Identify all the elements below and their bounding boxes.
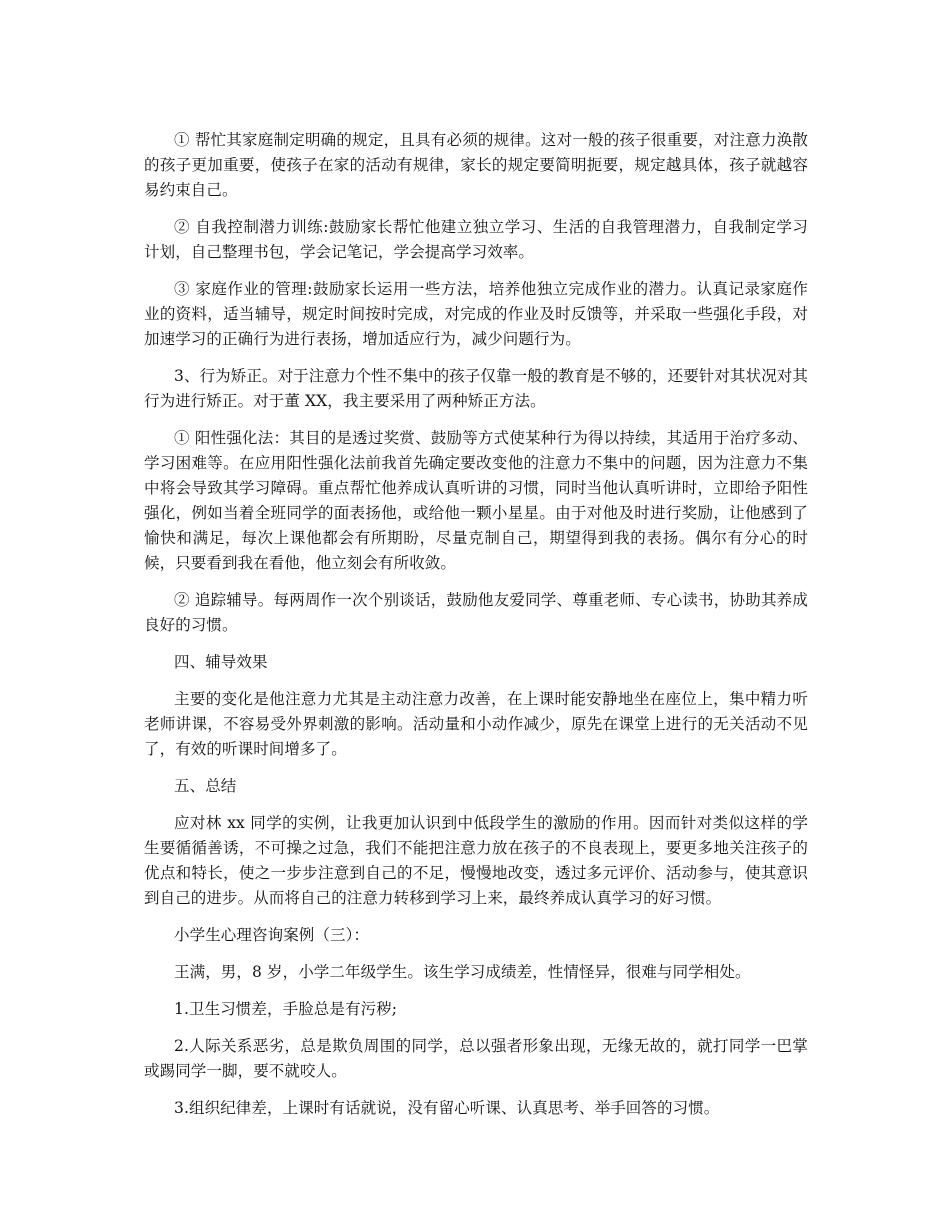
heading-counseling-results: 四、辅导效果 (174, 653, 268, 671)
list-item-discipline: 3.组织纪律差，上课时有话就说，没有留心听课、认真思考、举手回答的习惯。 (174, 1099, 720, 1117)
heading-case-three: 小学生心理咨询案例（三）： (174, 926, 370, 944)
paragraph-summary: 应对林 xx 同学的实例，让我更加认识到中低段学生的激励的作用。因而针对类似这样的学生要循循善诱，不可操之过急，我们不能把注意力放在孩子的不良表现上，要更多地关注孩子的优点和特长，使之一步步注意到自己的不足，慢慢地改变，透过多元评价、活动参与，使其意识到自己的进步。从而将自己的注意力转移到学习上来，最终养成认真学习的好习惯。 (144, 814, 808, 907)
paragraph-self-control-training: ② 自我控制潜力训练:鼓励家长帮忙他建立独立学习、生活的自我管理潜力，自我制定学习计划，自己整理书包，学会记笔记，学会提高学习效率。 (144, 218, 808, 261)
paragraph-student-profile: 王满，男，8 岁，小学二年级学生。该生学习成绩差，性情怪异，很难与同学相处。 (174, 963, 751, 981)
paragraph-behavior-correction: 3、行为矫正。对于注意力个性不集中的孩子仅靠一般的教育是不够的，还要针对其状况对其行为进行矫正。对于董 XX，我主要采用了两种矫正方法。 (144, 367, 808, 410)
paragraph-family-rules: ① 帮忙其家庭制定明确的规定，且具有必须的规律。这对一般的孩子很重要，对注意力涣散的孩子更加重要，使孩子在家的活动有规律，家长的规定要简明扼要，规定越具体，孩子就越容易约束自己。 (144, 131, 808, 199)
paragraph-positive-reinforcement: ① 阳性强化法：其目的是透过奖赏、鼓励等方式使某种行为得以持续，其适用于治疗多动、学习困难等。在应用阳性强化法前我首先确定要改变他的注意力不集中的问题，因为注意力不集中将会导致其学习障碍。重点帮忙他养成认真听讲的习惯，同时当他认真听讲时，立即给予阳性强化，例如当着全班同学的面表扬他，或给他一颗小星星。由于对他及时进行奖励，让他感到了愉快和满足，每次上课他都会有所期盼，尽量克制自己，期望得到我的表扬。偶尔有分心的时候，只要看到我在看他，他立刻会有所收敛。 (144, 429, 808, 572)
list-item-hygiene: 1.卫生习惯差，手脸总是有污秽; (174, 1000, 398, 1018)
paragraph-follow-up-counseling: ② 追踪辅导。每两周作一次个别谈话，鼓励他友爱同学、尊重老师、专心读书，协助其养成良好的习惯。 (144, 591, 808, 634)
heading-summary: 五、总结 (174, 777, 237, 795)
document-body (144, 128, 808, 1133)
paragraph-homework-management: ③ 家庭作业的管理:鼓励家长运用一些方法，培养他独立完成作业的潜力。认真记录家庭作业的资料，适当辅导，规定时间按时完成，对完成的作业及时反馈等，并采取一些强化手段，对加速学习的正确行为进行表扬，增加适应行为，减少问题行为。 (144, 280, 808, 348)
paragraph-counseling-results: 主要的变化是他注意力尤其是主动注意力改善，在上课时能安静地坐在座位上，集中精力听老师讲课，不容易受外界刺激的影响。活动量和小动作减少，原先在课堂上进行的无关活动不见了，有效的听课时间增多了。 (144, 690, 808, 758)
list-item-relationships: 2.人际关系恶劣，总是欺负周围的同学，总以强者形象出现，无缘无故的，就打同学一巴掌或踢同学一脚，要不就咬人。 (144, 1037, 808, 1080)
